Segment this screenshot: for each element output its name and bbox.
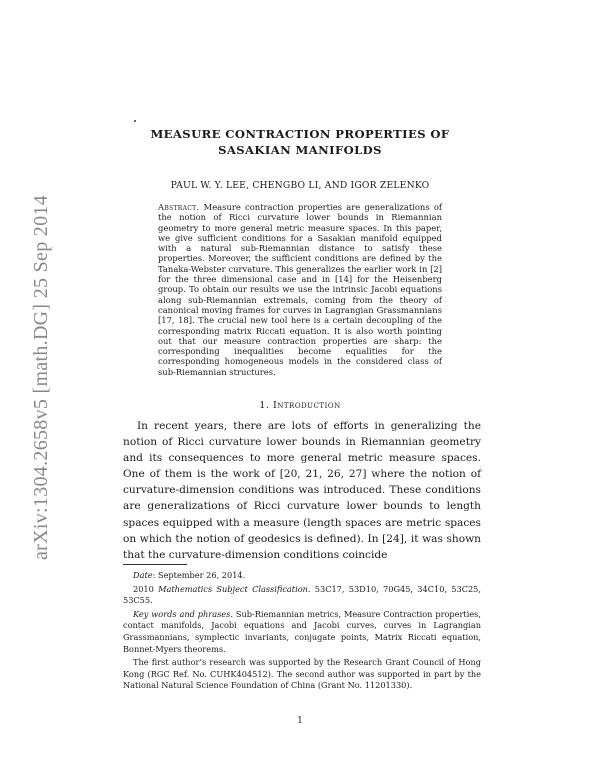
msc-year: 2010 [133,583,159,594]
authors: PAUL W. Y. LEE, CHENGBO LI, AND IGOR ZELENKO [170,180,430,191]
intro-paragraph: In recent years, there are lots of efforts in generalizing the notion of Ricci curvature lower bounds in Riemannian geometry and its consequences to more general metric measure spaces. One of them is the work of [20, 21, 26, 27] where the notion of curvature-dimension conditions was introduced. These conditions are generalizations of Ricci curvature lower bounds to length spaces equipped with a measure (length spaces are metric spaces on which the notion of geodesics is defined). In [24], it was shown that the curvature-dimension conditions coincide [123,420,481,561]
arxiv-sidebar [0,0,52,776]
date-value: : September 26, 2014. [152,570,246,580]
stray-dot [134,120,136,122]
footnote-date [123,570,481,582]
section-number: 1. [259,400,270,411]
section-title: Introduction [272,400,341,411]
section-heading [108,400,492,411]
arxiv-identifier: arXiv:1304.2658v5 [math.DG] 25 Sep 2014 [30,195,52,560]
keywords-label: Key words and phrases [133,608,231,619]
footnotes [123,570,481,694]
abstract [158,202,442,377]
footnote-rule [123,564,187,565]
footnote-funding: The first author’s research was supported by the Research Grant Council of Hong Kong (RGC Ref. No. CUHK404512). The second author was supported in part by the National Natural Science Foundation of China (Grant No. 11201330). [123,657,481,691]
title-line-1: MEASURE CONTRACTION PROPERTIES OF [150,127,450,141]
title-line-2: SASAKIAN MANIFOLDS [218,143,382,157]
page-number: 1 [297,716,303,726]
msc-label: Mathematics Subject Classification [158,583,308,594]
keywords-value: . Sub-Riemannian metrics, Measure Contraction properties, contact manifolds, Jacobi equations and Jacobi curves, curves in Lagrangian Grassmannians, symplectic invariants, conjugate points, Matrix Riccati equation, Bonnet-Myers theorems. [123,608,481,654]
abstract-label: Abstract. [158,202,200,212]
footnote-keywords [123,609,481,655]
date-label: Date [133,570,153,580]
abstract-text: Measure contraction properties are generalizations of the notion of Ricci curvature lower bounds in Riemannian geometry to more general metric measure spaces. In this paper, we give sufficient conditions for a Sasakian manifold equipped with a natural sub-Riemannian distance to satisfy these properties. Moreover, the sufficient conditions are defined by the Tanaka-Webster curvature. This generalizes the earlier work in [2] for the three dimensional case and in [14] for the Heisenberg group. To obtain our results we use the intrinsic Jacobi equations along sub-Riemannian extremals, coming from the theory of canonical moving frames for curves in Lagrangian Grassmannians [17, 18]. The crucial new tool here is a certain decoupling of the corresponding matrix Riccati equation. It is also worth pointing out that our measure contraction properties are sharp: the corresponding inequalities become equalities for the corresponding homogeneous models in the considered class of sub-Riemannian structures. [158,202,442,377]
msc-value: . 53C17, 53D10, 70G45, 34C10, 53C25, 53C55. [123,583,481,606]
footnote-msc [123,584,481,607]
paper-title [108,126,492,158]
